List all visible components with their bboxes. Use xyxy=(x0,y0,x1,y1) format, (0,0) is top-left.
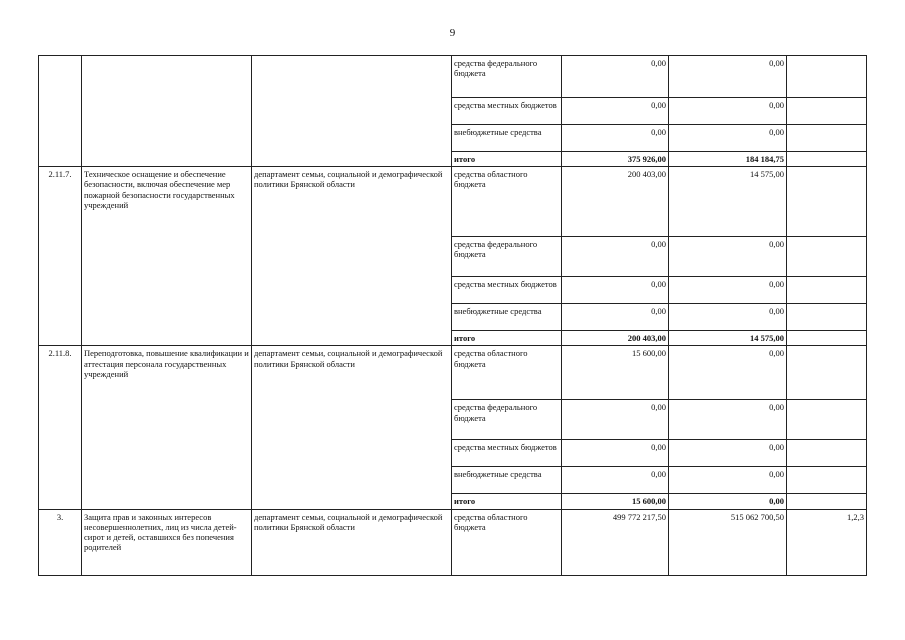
measure-name: Техническое оснащение и обеспечение безопасности, включая обеспечение мер пожарной безопасности государственных учреждений xyxy=(82,167,252,346)
value-cell: 14 575,00 xyxy=(669,167,787,237)
source-label: внебюджетные средства xyxy=(452,467,562,494)
indicator-cell xyxy=(787,277,867,304)
value-cell: 0,00 xyxy=(669,346,787,400)
value-cell: 0,00 xyxy=(562,400,669,440)
value-cell: 0,00 xyxy=(562,125,669,152)
row-number: 3. xyxy=(39,509,82,575)
value-cell: 0,00 xyxy=(669,125,787,152)
indicator-cell xyxy=(787,400,867,440)
table-row xyxy=(39,56,867,98)
executor-name: департамент семьи, социальной и демографической политики Брянской области xyxy=(252,167,452,346)
source-label: средства федерального бюджета xyxy=(452,237,562,277)
total-value: 375 926,00 xyxy=(562,152,669,167)
measure-name: Защита прав и законных интересов несовершеннолетних, лиц из числа детей-сирот и детей, оставшихся без попечения родителей xyxy=(82,509,252,575)
total-value: 200 403,00 xyxy=(562,331,669,346)
source-label: средства местных бюджетов xyxy=(452,98,562,125)
executor-cell xyxy=(252,56,452,167)
table-row xyxy=(39,509,867,575)
value-cell: 0,00 xyxy=(669,304,787,331)
total-value: 14 575,00 xyxy=(669,331,787,346)
source-label: средства местных бюджетов xyxy=(452,277,562,304)
value-cell: 0,00 xyxy=(669,400,787,440)
value-cell: 0,00 xyxy=(562,304,669,331)
measure-name: Переподготовка, повышение квалификации и аттестация персонала государственных учреждений xyxy=(82,346,252,509)
page-number: 9 xyxy=(449,27,456,39)
indicator-cell xyxy=(787,304,867,331)
indicator-cell xyxy=(787,152,867,167)
value-cell: 0,00 xyxy=(562,440,669,467)
value-cell: 0,00 xyxy=(562,56,669,98)
value-cell: 499 772 217,50 xyxy=(562,509,669,575)
value-cell: 0,00 xyxy=(669,56,787,98)
value-cell: 0,00 xyxy=(669,237,787,277)
source-label: внебюджетные средства xyxy=(452,304,562,331)
source-label: средства федерального бюджета xyxy=(452,400,562,440)
indicator-cell xyxy=(787,494,867,509)
value-cell: 0,00 xyxy=(562,467,669,494)
source-label: средства местных бюджетов xyxy=(452,440,562,467)
indicator-cell xyxy=(787,98,867,125)
total-value: 184 184,75 xyxy=(669,152,787,167)
indicator-cell xyxy=(787,167,867,237)
indicator-cell xyxy=(787,56,867,98)
value-cell: 0,00 xyxy=(669,440,787,467)
value-cell: 0,00 xyxy=(669,98,787,125)
source-label: средства областного бюджета xyxy=(452,167,562,237)
source-label: внебюджетные средства xyxy=(452,125,562,152)
budget-table xyxy=(38,55,867,576)
source-label: средства областного бюджета xyxy=(452,346,562,400)
indicator-cell xyxy=(787,440,867,467)
row-number: 2.11.7. xyxy=(39,167,82,346)
executor-name: департамент семьи, социальной и демографической политики Брянской области xyxy=(252,509,452,575)
indicator-cell xyxy=(787,346,867,400)
value-cell: 515 062 700,50 xyxy=(669,509,787,575)
indicator-cell xyxy=(787,237,867,277)
value-cell: 0,00 xyxy=(562,98,669,125)
total-label: итого xyxy=(452,331,562,346)
total-label: итого xyxy=(452,494,562,509)
indicator-cell xyxy=(787,467,867,494)
total-label: итого xyxy=(452,152,562,167)
executor-name: департамент семьи, социальной и демографической политики Брянской области xyxy=(252,346,452,509)
indicator-cell xyxy=(787,331,867,346)
num-cell xyxy=(39,56,82,167)
value-cell: 0,00 xyxy=(562,277,669,304)
indicator-cell xyxy=(787,125,867,152)
total-value: 15 600,00 xyxy=(562,494,669,509)
total-value: 0,00 xyxy=(669,494,787,509)
value-cell: 0,00 xyxy=(669,277,787,304)
table-row xyxy=(39,167,867,237)
table-row xyxy=(39,346,867,400)
name-cell xyxy=(82,56,252,167)
value-cell: 0,00 xyxy=(669,467,787,494)
row-number: 2.11.8. xyxy=(39,346,82,509)
value-cell: 0,00 xyxy=(562,237,669,277)
indicator-cell: 1,2,3 xyxy=(787,509,867,575)
source-label: средства областного бюджета xyxy=(452,509,562,575)
value-cell: 200 403,00 xyxy=(562,167,669,237)
value-cell: 15 600,00 xyxy=(562,346,669,400)
source-label: средства федерального бюджета xyxy=(452,56,562,98)
